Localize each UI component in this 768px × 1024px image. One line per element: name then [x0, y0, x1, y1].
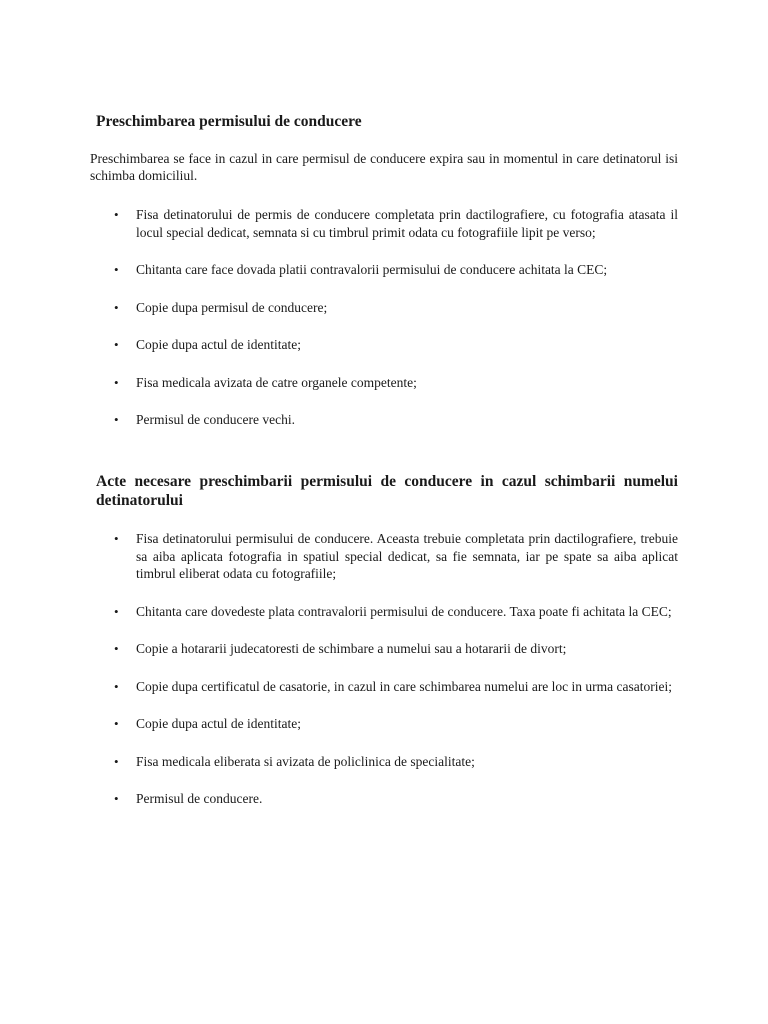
list-item	[0, 530, 768, 583]
bullet-icon: •	[114, 262, 119, 277]
list-item	[0, 206, 768, 241]
bullet-icon: •	[114, 716, 119, 731]
list-item-text: Fisa detinatorului permisului de conducere. Aceasta trebuie completata prin dactilografiere, trebuie sa aiba aplicata fotografia in spatiul special dedicat, sa fie semnata, iar pe spate sa aiba aplicat timbrul eliberat odata cu fotografiile;	[136, 531, 678, 581]
bullet-icon: •	[114, 412, 119, 427]
bullet-icon: •	[114, 753, 119, 769]
list-item-text: Copie dupa certificatul de casatorie, in cazul in care schimbarea numelui are loc in urma casatoriei;	[136, 678, 673, 694]
list-item-text: Copie dupa actul de identitate;	[136, 337, 301, 352]
list-item	[0, 678, 768, 696]
bullet-icon: •	[114, 337, 119, 352]
section1-title: Preschimbarea permisului de conducere	[96, 113, 362, 130]
bullet-icon: •	[114, 531, 119, 546]
list-item	[0, 374, 768, 392]
list-item-text: Fisa detinatorului de permis de conducere completata prin dactilografiere, cu fotografia atasata il locul special dedicat, semnata si cu timbrul primit odata cu fotografiile lipit pe verso;	[136, 207, 678, 240]
list-item	[0, 715, 768, 733]
list-item-text: Copie dupa permisul de conducere;	[136, 299, 328, 315]
bullet-icon: •	[114, 603, 119, 619]
list-item-text: Copie a hotararii judecatoresti de schimbare a numelui sau a hotararii de divort;	[136, 641, 567, 656]
list-item-text: Fisa medicala avizata de catre organele competente;	[136, 374, 417, 390]
bullet-icon: •	[114, 678, 119, 694]
list-item-text: Fisa medicala eliberata si avizata de policlinica de specialitate;	[136, 753, 475, 769]
list-item	[0, 640, 768, 658]
list-item-text: Chitanta care dovedeste plata contravalorii permisului de conducere. Taxa poate fi achitata la CEC;	[136, 603, 672, 619]
bullet-icon: •	[114, 207, 119, 222]
section1-list	[0, 206, 768, 429]
bullet-icon: •	[114, 299, 119, 315]
bullet-icon: •	[114, 374, 119, 390]
list-item	[0, 753, 768, 771]
list-item-text: Copie dupa actul de identitate;	[136, 716, 301, 731]
bullet-icon: •	[114, 641, 119, 656]
list-item	[0, 603, 768, 621]
section2-list	[0, 530, 768, 808]
section2-title: Acte necesare preschimbarii permisului de conducere in cazul schimbarii numelui detinatorului	[96, 473, 678, 509]
list-item	[0, 790, 768, 808]
list-item-text: Chitanta care face dovada platii contravalorii permisului de conducere achitata la CEC;	[136, 262, 608, 277]
list-item-text: Permisul de conducere vechi.	[136, 412, 295, 427]
section1-intro: Preschimbarea se face in cazul in care permisul de conducere expira sau in momentul in care detinatorul isi schimba domiciliul.	[90, 151, 678, 183]
list-item-text: Permisul de conducere.	[136, 791, 263, 806]
list-item	[0, 299, 768, 317]
list-item	[0, 261, 768, 279]
list-item	[0, 336, 768, 354]
bullet-icon: •	[114, 791, 119, 806]
list-item	[0, 411, 768, 429]
